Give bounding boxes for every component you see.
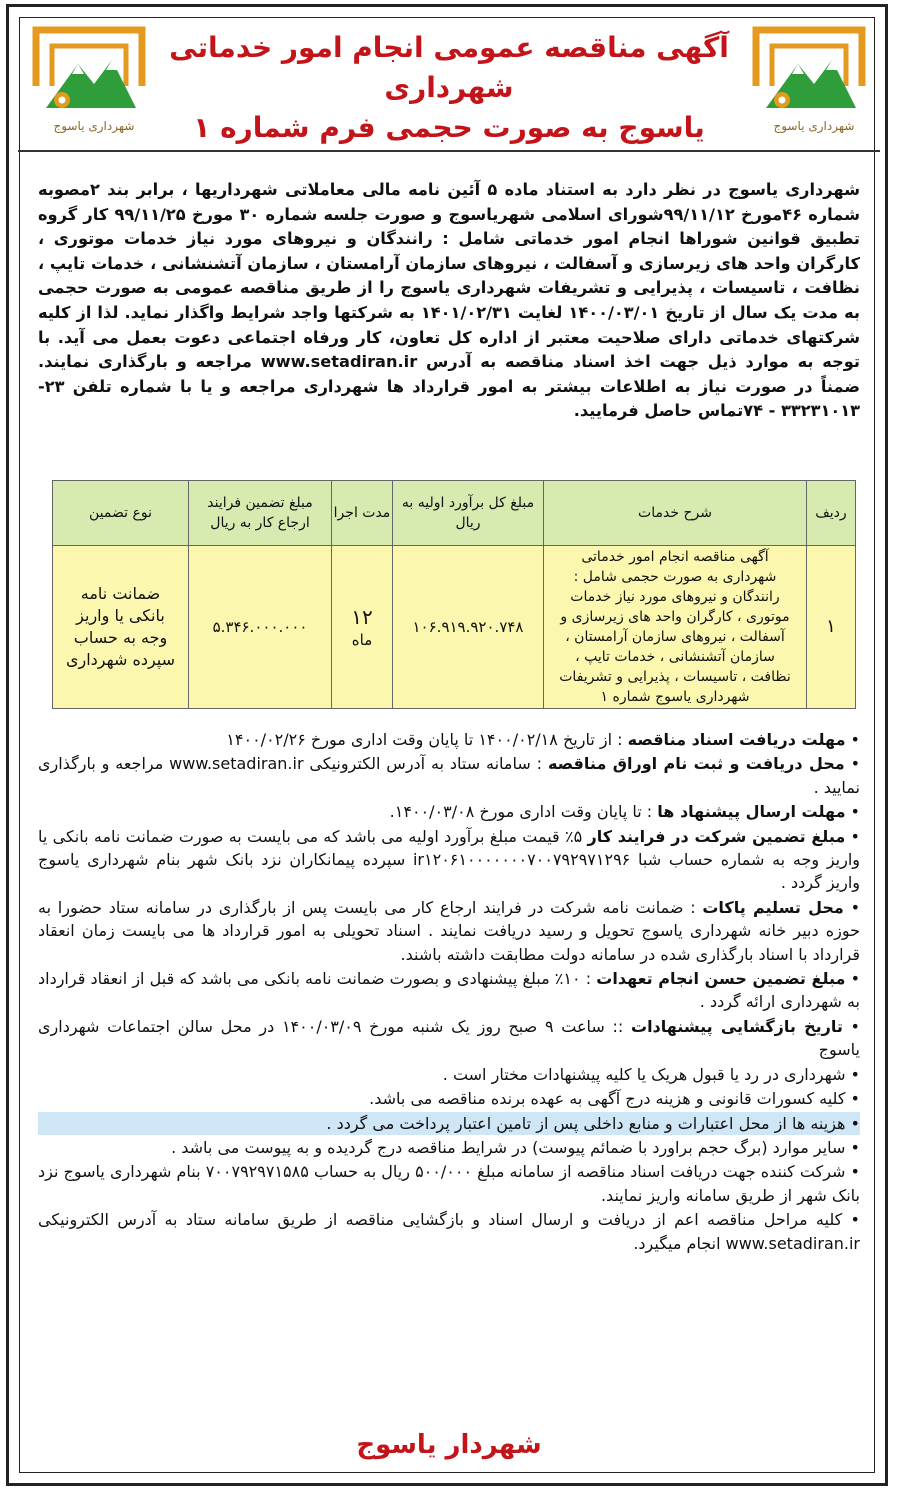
list-item-highlighted: • هزینه ها از محل اعتبارات و منابع داخلی پس از تامین اعتبار پرداخت می گردد . [38, 1112, 860, 1135]
municipality-logo [752, 26, 866, 142]
list-item: • کلیه کسورات قانونی و هزینه درج آگهی به عهده برنده مناقصه می باشد. [369, 1089, 860, 1109]
col-duration: مدت اجرا [332, 481, 393, 546]
guarantee-type: ضمانت نامه بانکی یا واریز وجه به حساب سپرده شهرداری [53, 546, 189, 709]
initial-estimate: ۱۰۶.۹۱۹.۹۲۰.۷۴۸ [393, 546, 544, 709]
services-table [52, 480, 856, 709]
list-item: • محل تسلیم پاکات : ضمانت نامه شرکت در فرایند ارجاع کار می بایست پس از بارگذاری در سامانه ستاد حضورا به حوزه دبیر خانه شهرداری یاسوج تحویل و رسید دریافت نمایند . اسناد تحویلی به امور قرارداد ها می بایست زمان انعقاد قرارداد با اسناد بارگذاری شده در سامانه دولت مطابقت داشته باشند. [38, 897, 861, 964]
col-service-description: شرح خدمات [544, 481, 807, 546]
item-label: مبلغ تضمین حسن انجام تعهدات [596, 969, 846, 989]
item-text: : سامانه ستاد به آدرس الکترونیکی www.setadiran.ir مراجعه و بارگذاری نمایید . [38, 754, 860, 797]
list-item: • مبلغ تضمین حسن انجام تعهدات : ۱۰٪ مبلغ پیشنهادی و بصورت ضمانت نامه بانکی می باشد که قبل از انعقاد قرارداد به شهرداری ارائه گردد . [38, 969, 861, 1012]
intro-text: شهرداری یاسوج در نظر دارد به استناد ماده ۵ آئین نامه مالی معاملاتی شهرداریها ، برابر بند ۲مصوبه شماره ۴۶مورخ ۹۹/۱۱/۱۲شورای اسلامی شهریاسوج و صورت جلسه شماره ۳۰ مورخ ۹۹/۱۱/۲۵ کار گروه تطبیق قوانین شوراها انجام امور خدماتی شامل : رانندگان و نیروهای مورد نیاز خدمات موتوری ، کارگران واحد های زیرسازی و آسفالت ، نیروهای سازمان آرامستان ، سازمان آتشنشانی ، خدمات تایپ ، نظافت ، تاسیسات ، پذیرایی و تشریفات شهرداری یاسوج را از طریق مناقصه عمومی به صورت حجمی به مدت یک سال از تاریخ ۱۴۰۰/۰۳/۰۱ لغایت ۱۴۰۱/۰۲/۳۱ به شرکتها واجد شرایط واگذار نماید. لذا از کلیه شرکتهای خدماتی دارای صلاحیت معتبر از اداره کل تعاون، کار ورفاه اجتماعی دعوت بعمل می آید. با توجه به موارد ذیل جهت اخذ اسناد مناقصه به آدرس www.setadiran.ir مراجعه و بارگذاری نمایند. ضمناً در صورت نیاز به اطلاعات بیشتر به امور قرارداد ها شهرداری مراجعه و یا با شماره تلفن ۲۳- ۳۳۲۳۱۰۱۳ - ۷۴تماس حاصل فرمایید. [38, 180, 860, 421]
item-label: مهلت دریافت اسناد مناقصه [627, 730, 846, 749]
intro-paragraph [38, 178, 860, 424]
logo-text: شهرداری یاسوج [773, 119, 855, 133]
list-item: • سایر موارد (برگ حجم براورد با ضمائم پیوست) در شرایط مناقصه درج گردیده و به پیوست می باشد . [171, 1137, 860, 1157]
item-text: : ۱۰٪ مبلغ پیشنهادی و بصورت ضمانت نامه بانکی می باشد که قبل از انعقاد قرارداد به شهرداری ارائه گردد . [38, 969, 860, 1012]
title-line-1: آگهی مناقصه عمومی انجام امور خدماتی شهرداری [169, 31, 729, 104]
list-item: • کلیه مراحل مناقصه اعم از دریافت و ارسال اسناد و بازگشایی مناقصه از طریق سامانه ستاد به آدرس الکترونیکی www.setadiran.ir انجام میگیرد. [38, 1210, 860, 1253]
logo-text: شهرداری یاسوج [53, 119, 135, 133]
item-label: تاریخ بازگشایی پیشنهادات [630, 1016, 843, 1036]
conditions-list [38, 728, 860, 1256]
row-number: ۱ [807, 546, 856, 709]
item-text: سایر موارد (برگ حجم براورد با ضمائم پیوست) در شرایط مناقصه درج گردیده و به پیوست می باشد . [171, 1137, 846, 1157]
item-text: هزینه ها از محل اعتبارات و منابع داخلی پس از تامین اعتبار پرداخت می گردد . [326, 1113, 846, 1133]
item-text: : ضمانت نامه شرکت در فرایند ارجاع کار می بایست پس از بارگذاری در سامانه ستاد حضورا به حوزه دبیر خانه شهرداری یاسوج تحویل و رسید دریافت نمایند . اسناد تحویلی به امور قرارداد ها می بایست زمان انعقاد قرارداد با اسناد بارگذاری شده در سامانه دولت مطابقت داشته باشند. [38, 897, 860, 964]
item-label: محل تسلیم پاکات [702, 897, 844, 917]
col-guarantee-amount: مبلغ تضمین فرایند ارجاع کار به ریال [189, 481, 332, 546]
item-text: کلیه کسورات قانونی و هزینه درج آگهی به عهده برنده مناقصه می باشد. [369, 1089, 846, 1109]
col-guarantee-type: نوع تضمین [53, 481, 189, 546]
signature-footer: شهردار یاسوج [356, 1430, 542, 1460]
municipality-logo [32, 26, 146, 142]
col-initial-estimate: مبلغ کل برآورد اولیه به ریال [393, 481, 544, 546]
list-item: • شهرداری در رد یا قبول هریک یا کلیه پیشنهادات مختار است . [442, 1064, 860, 1084]
duration-unit: ماه [351, 631, 373, 649]
item-text: :: ساعت ۹ صبح روز یک شنبه مورخ ۱۴۰۰/۰۳/۰۹ در محل سالن اجتماعات شهرداری یاسوج [38, 1016, 860, 1060]
item-label: مهلت ارسال پیشنهاد ها [657, 802, 846, 822]
header [18, 18, 880, 152]
item-text: : تا پایان وقت اداری مورخ ۱۴۰۰/۰۳/۰۸. [389, 802, 653, 822]
guarantee-amount: ۵.۳۴۶.۰۰۰.۰۰۰ [189, 546, 332, 709]
list-item: • محل دریافت و ثبت نام اوراق مناقصه : سامانه ستاد به آدرس الکترونیکی www.setadiran.ir مراجعه و بارگذاری نمایید . [38, 754, 861, 797]
list-item: • شرکت کننده جهت دریافت اسناد مناقصه از سامانه مبلغ ۵۰۰/۰۰۰ ریال به حساب ۷۰۰۷۹۲۹۷۱۵۸۵ بنام شهرداری یاسوج نزد بانک شهر از طریق سامانه واریز نمایند. [38, 1162, 860, 1205]
service-description: آگهی مناقصه انجام امور خدماتی شهرداری به صورت حجمی شامل : رانندگان و نیروهای مورد نیاز خدمات موتوری ، کارگران واحد های زیرسازی و آسفالت ، نیروهای سازمان آرامستان ، سازمان آتشنشانی ، خدمات تایپ ، نظافت ، تاسیسات ، پذیرایی و تشریفات شهرداری یاسوج شماره ۱ [544, 546, 807, 709]
table-row [53, 546, 856, 709]
list-item: • تاریخ بازگشایی پیشنهادات :: ساعت ۹ صبح روز یک شنبه مورخ ۱۴۰۰/۰۳/۰۹ در محل سالن اجتماعات شهرداری یاسوج [38, 1016, 860, 1060]
list-item: • مبلغ تضمین شرکت در فرایند کار ۵٪ قیمت مبلغ برآورد اولیه می باشد که می بایست به صورت ضمانت نامه بانکی یا واریز وجه به شماره حساب شبا ir۱۲۰۶۱۰۰۰۰۰۰۰۷۰۰۷۹۲۹۷۱۲۹۶ سپرده پیمانکاران نزد بانک شهر بنام شهرداری یاسوج واریز گردد . [38, 826, 861, 893]
duration-number: ۱۲ [351, 605, 373, 629]
item-text: ۵٪ قیمت مبلغ برآورد اولیه می باشد که می بایست به صورت ضمانت نامه بانکی یا واریز وجه به شماره حساب شبا ir۱۲۰۶۱۰۰۰۰۰۰۰۷۰۰۷۹۲۹۷۱۲۹۶ سپرده پیمانکاران نزد بانک شهر بنام شهرداری یاسوج واریز گردد . [38, 826, 861, 893]
list-item: • مهلت دریافت اسناد مناقصه : از تاریخ ۱۴۰۰/۰۲/۱۸ تا پایان وقت اداری مورخ ۱۴۰۰/۰۲/۲۶ [226, 730, 860, 749]
item-text: : از تاریخ ۱۴۰۰/۰۲/۱۸ تا پایان وقت اداری مورخ ۱۴۰۰/۰۲/۲۶ [226, 730, 623, 749]
page-title [168, 28, 730, 148]
list-item: • مهلت ارسال پیشنهاد ها : تا پایان وقت اداری مورخ ۱۴۰۰/۰۳/۰۸. [389, 802, 860, 822]
table-header-row [53, 481, 856, 546]
duration [332, 546, 393, 709]
item-text: کلیه مراحل مناقصه اعم از دریافت و ارسال اسناد و بازگشایی مناقصه از طریق سامانه ستاد به آدرس الکترونیکی www.setadiran.ir انجام میگیرد. [38, 1210, 860, 1253]
item-text: شهرداری در رد یا قبول هریک یا کلیه پیشنهادات مختار است . [442, 1064, 846, 1084]
title-line-2: یاسوج به صورت حجمی فرم شماره ۱ [193, 111, 705, 144]
col-row-number: ردیف [807, 481, 856, 546]
item-text: شرکت کننده جهت دریافت اسناد مناقصه از سامانه مبلغ ۵۰۰/۰۰۰ ریال به حساب ۷۰۰۷۹۲۹۷۱۵۸۵ بنام شهرداری یاسوج نزد بانک شهر از طریق سامانه واریز نمایند. [38, 1162, 860, 1205]
item-label: محل دریافت و ثبت نام اوراق مناقصه [547, 754, 845, 774]
item-label: مبلغ تضمین شرکت در فرایند کار [587, 826, 846, 846]
